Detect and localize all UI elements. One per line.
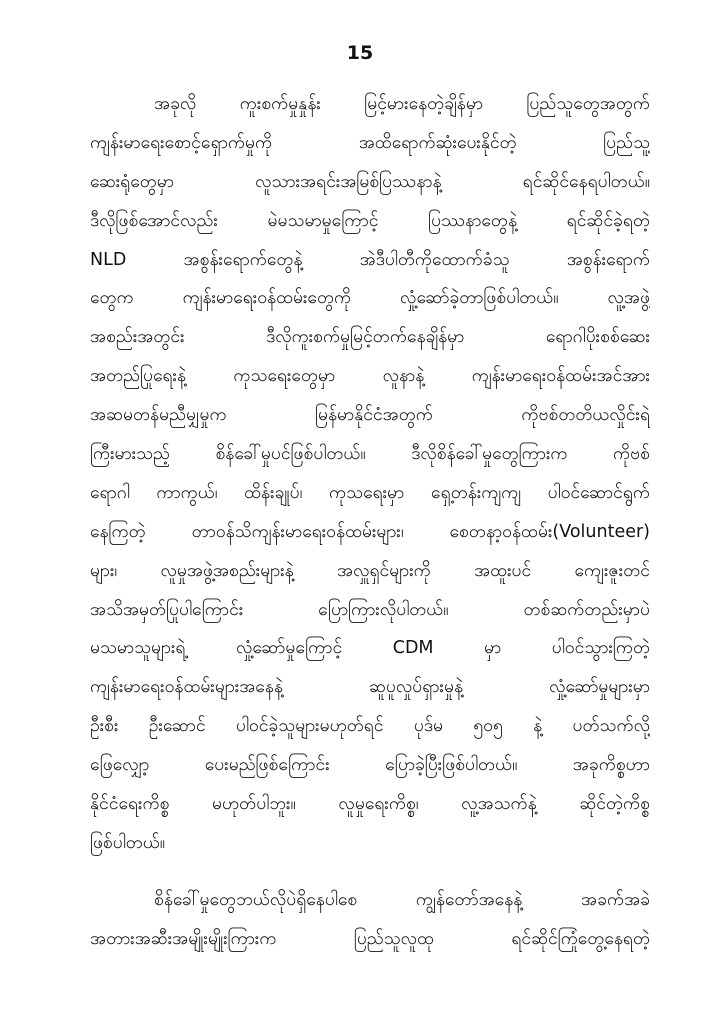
text-line: စိန်ခေါ်မှုတွေဘယ်လိုပဲရှိနေပါစေ ကျွန်တော်အနေနဲ့ အခက်အခဲ: [154, 889, 650, 910]
body-text: [90, 85, 650, 959]
text-line: ရောဂါ ကာကွယ်၊ ထိန်းချုပ်၊ ကုသရေးမှာ ရှေ့တန်းကျကျ ပါဝင်ဆောင်ရွက်: [90, 482, 650, 503]
text-line: ဖြေလျှော့ ပေးမည်ဖြစ်ကြောင်း ပြောခဲ့ပြီးဖြစ်ပါတယ်။ အခုကိစ္စဟာ: [90, 755, 650, 776]
paragraph-1: [90, 85, 650, 863]
text-line: တွေက ကျန်းမာရေးဝန်ထမ်းတွေကို လှုံ့ဆော်ခဲ့တာဖြစ်ပါတယ်။ လူ့အဖွဲ့: [90, 288, 650, 309]
paragraph-gap: [90, 863, 650, 881]
text-line: ကြီးမားသည့် စိန်ခေါ်မှုပင်ဖြစ်ပါတယ်။ ဒီလိုစိန်ခေါ်မှုတွေကြားက ကိုဗစ်: [90, 444, 650, 465]
text-line: ကျန်းမာရေးစောင့်ရှောက်မှုကို အထိရောက်ဆုံးပေးနိုင်တဲ့ ပြည်သူ့: [90, 132, 650, 153]
text-line: ဖြစ်ပါတယ်။: [90, 832, 166, 853]
page-number: 15: [346, 42, 374, 64]
text-line: အဆမတန်မညီမျှမှုက မြန်မာနိုင်ငံအတွက် ကိုဗစ်တတိယလှိုင်းရဲ့: [90, 405, 650, 426]
paragraph-2: [90, 881, 650, 959]
text-line: မသမာသူများရဲ့ လှုံ့ဆော်မှုကြောင့် CDM မှာ ပါဝင်သွားကြတဲ့: [90, 638, 650, 659]
text-line: အတားအဆီးအမျိုးမျိုးကြားက ပြည်သူလူထု ရင်ဆိုင်ကြုံတွေ့နေရတဲ့: [90, 928, 650, 949]
text-line: ကျန်းမာရေးဝန်ထမ်းများအနေနဲ့ ဆူပူလှုပ်ရှားမှုနဲ့ လှုံ့ဆော်မှုများမှာ: [90, 677, 650, 698]
text-line: ဦးစီး ဦးဆောင် ပါဝင်ခဲ့သူများမဟုတ်ရင် ပုဒ်မ ၅၀၅ နဲ့ ပတ်သက်လို့: [90, 716, 650, 737]
text-line: ဆေးရုံတွေမှာ လူသားအရင်းအမြစ်ပြဿနာနဲ့ ရင်ဆိုင်နေရပါတယ်။: [90, 171, 650, 192]
text-line: နေကြတဲ့ တာဝန်သိကျန်းမာရေးဝန်ထမ်းများ၊ စေတနာ့ဝန်ထမ်း(Volunteer): [90, 521, 650, 542]
text-line: နိုင်ငံရေးကိစ္စ မဟုတ်ပါဘူး။ လူမှုရေးကိစ္စ၊ လူ့အသက်နဲ့ ဆိုင်တဲ့ကိစ္စ: [90, 794, 650, 815]
text-line: အစည်းအတွင်း ဒီလိုကူးစက်မှုမြင့်တက်နေချိန်မှာ ရောဂါပိုးစစ်ဆေး: [90, 327, 650, 348]
text-line: များ၊ လူမှုအဖွဲ့အစည်းများနဲ့ အလှူရှင်များကို အထူးပင် ကျေးဇူးတင်: [90, 560, 650, 581]
text-line: NLD အစွန်းရောက်တွေနဲ့ အဲဒီပါတီကိုထောက်ခံသူ အစွန်းရောက်: [90, 249, 650, 270]
text-line: အသိအမှတ်ပြုပါကြောင်း ပြောကြားလိုပါတယ်။ တစ်ဆက်တည်းမှာပဲ: [90, 599, 650, 620]
text-line: အတည်ပြုရေးနဲ့ ကုသရေးတွေမှာ လူနာနဲ့ ကျန်းမာရေးဝန်ထမ်းအင်အား: [90, 366, 650, 387]
text-line: အခုလို ကူးစက်မှုနှုန်း မြင့်မားနေတဲ့ချိန်မှာ ပြည်သူတွေအတွက်: [154, 94, 650, 114]
text-line: ဒီလိုဖြစ်အောင်လည်း မဲမသမာမှုကြောင့် ပြဿနာတွေနဲ့ ရင်ဆိုင်ခဲ့ရတဲ့: [90, 210, 650, 231]
